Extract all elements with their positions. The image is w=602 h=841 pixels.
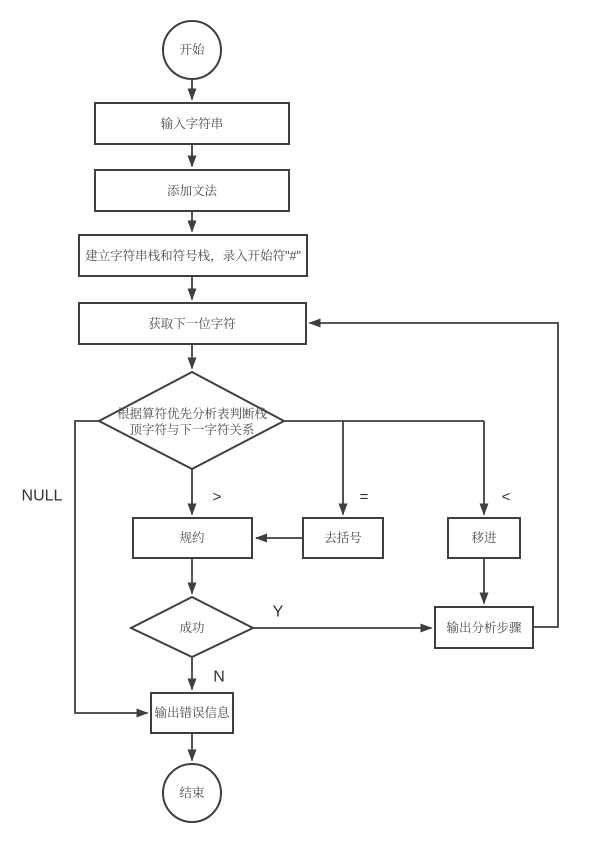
node-output-steps	[435, 607, 533, 648]
label-null: NULL	[21, 487, 63, 505]
node-reduce	[133, 518, 252, 558]
judge-relation-label-line2: 顶字符与下一字符关系	[129, 423, 255, 437]
edge-outputsteps-feedback-to-getchar	[310, 323, 559, 627]
output-error-label: 输出错误信息	[154, 706, 230, 720]
node-build-stacks	[79, 235, 307, 276]
judge-relation-label-line1: 根据算符优先分析表判断栈	[116, 407, 268, 421]
end-label: 结束	[179, 786, 205, 800]
add-grammar-label: 添加文法	[166, 184, 218, 198]
node-remove-brackets	[303, 518, 383, 558]
node-start	[163, 21, 221, 79]
get-next-char-label: 获取下一位字符	[148, 317, 236, 331]
label-equal: =	[359, 488, 369, 506]
label-yes: Y	[272, 603, 284, 621]
node-end	[163, 764, 221, 822]
node-input-string	[95, 103, 289, 144]
edge-null-to-error	[75, 421, 148, 713]
node-get-next-char	[79, 303, 306, 344]
success-label: 成功	[179, 621, 205, 635]
shift-label: 移进	[471, 531, 497, 545]
reduce-label: 规约	[179, 531, 205, 545]
node-output-error	[151, 693, 233, 733]
label-no: N	[213, 668, 225, 686]
remove-brackets-label: 去括号	[324, 531, 362, 545]
node-judge-relation	[99, 372, 284, 469]
node-shift	[448, 518, 520, 558]
label-less: <	[501, 488, 511, 506]
node-add-grammar	[95, 170, 289, 211]
build-stacks-label: 建立字符串栈和符号栈，录入开始符"#"	[85, 249, 301, 263]
label-greater: >	[212, 488, 222, 506]
output-steps-label: 输出分析步骤	[446, 621, 522, 635]
start-label: 开始	[179, 43, 205, 57]
input-string-label: 输入字符串	[160, 117, 224, 131]
node-success	[131, 597, 253, 657]
